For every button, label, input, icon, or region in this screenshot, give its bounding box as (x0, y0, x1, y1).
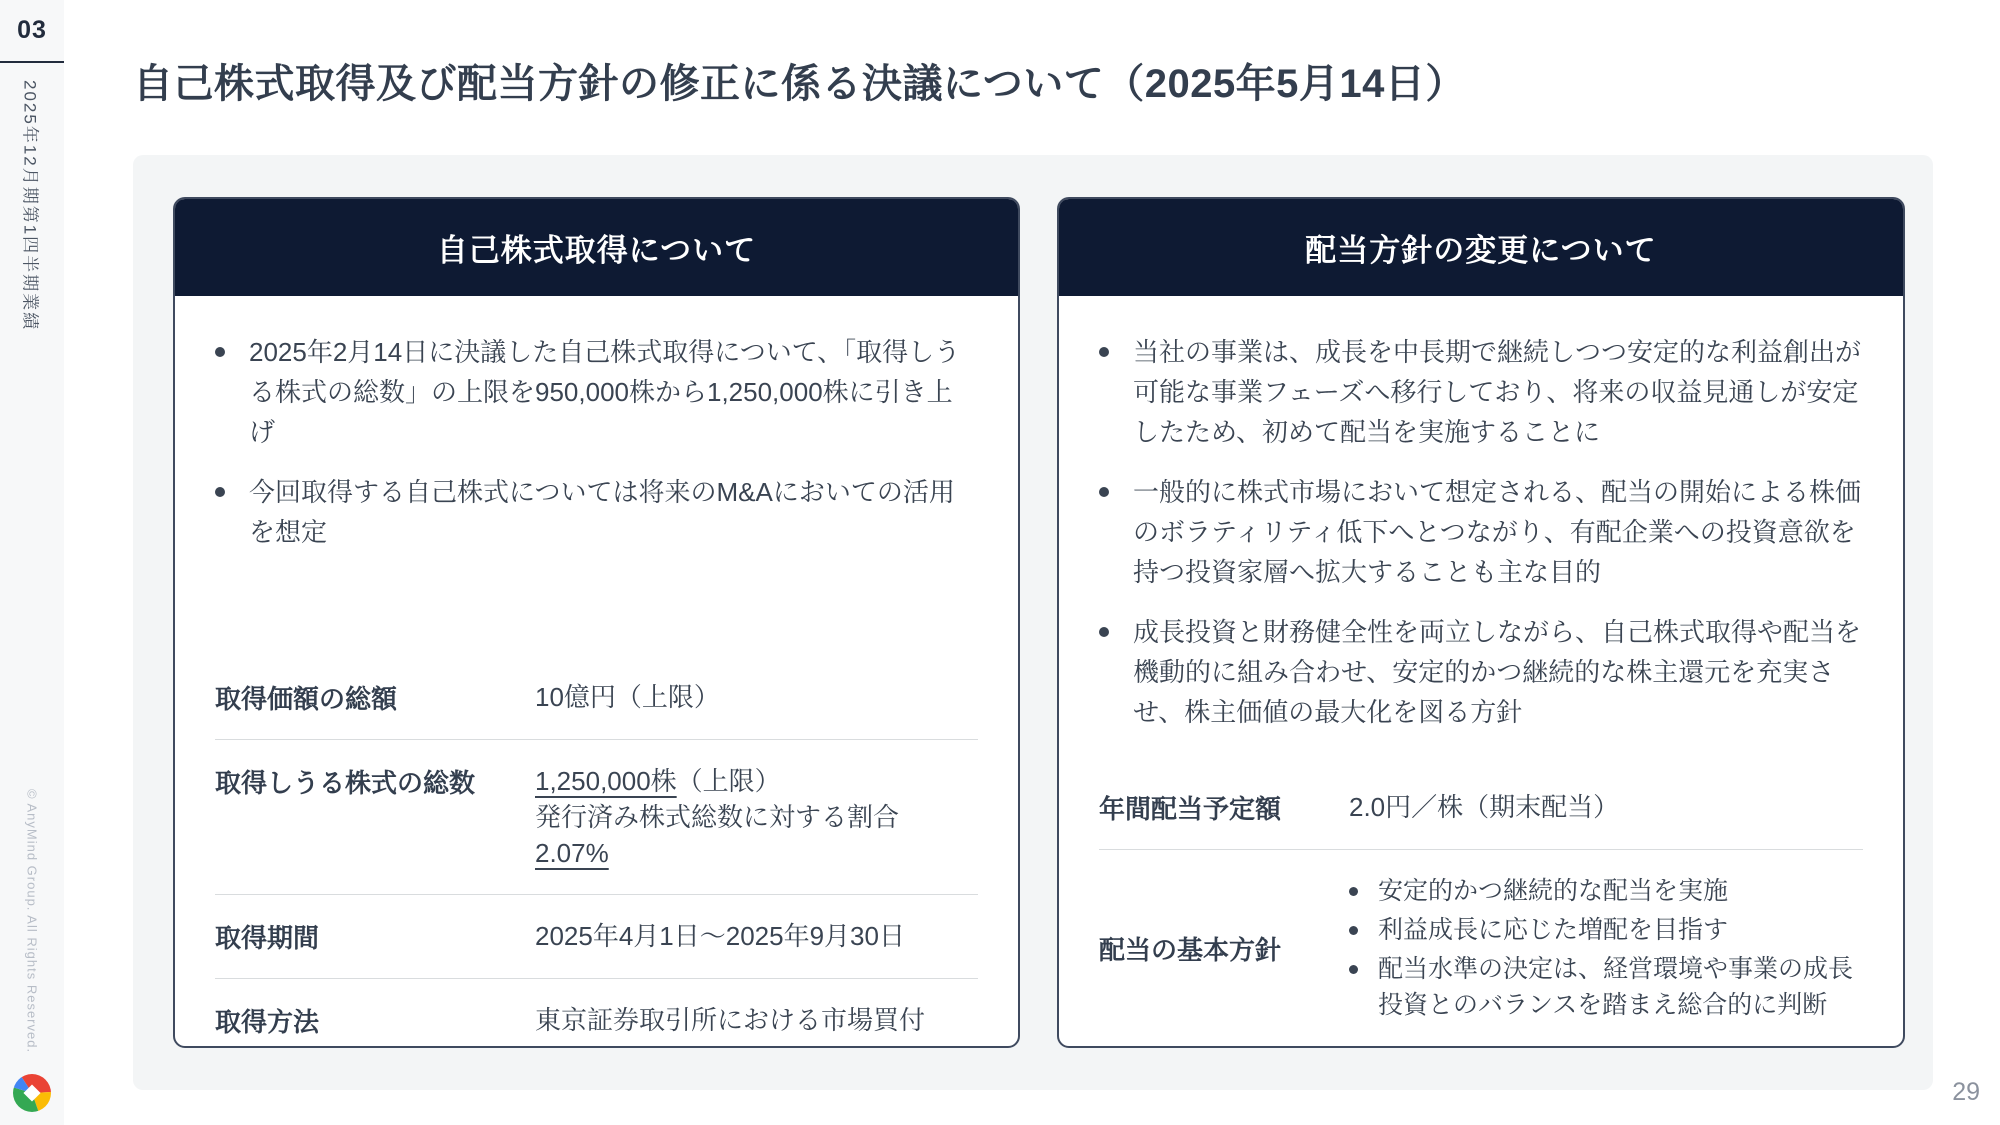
card-dividend-policy (1057, 197, 1905, 1048)
table-row (1099, 766, 1863, 850)
bullet-text: 2025年2月14日に決議した自己株式取得について、「取得しうる株式の総数」の上限を950,000株から1,250,000株に引き上げ (249, 337, 961, 447)
underlined-value: 1,250,000株 (535, 766, 677, 796)
card-dividend-policy-header (1059, 199, 1903, 296)
page-number: 29 (1952, 1078, 1980, 1106)
sidebar (0, 0, 64, 1125)
buyback-table (215, 656, 978, 1048)
row-value: 2.0円／株（期末配当） (1349, 792, 1620, 822)
card-share-buyback-title: 自己株式取得について (436, 233, 757, 268)
row-label: 取得期間 (215, 923, 320, 953)
row-value: 東京証券取引所における市場買付 (535, 1005, 926, 1035)
copyright-text: © AnyMind Group. All Rights Reserved. (24, 788, 40, 1053)
table-row (1099, 850, 1863, 1047)
dividend-bullet-list (1099, 332, 1863, 732)
row-value (535, 763, 978, 871)
row-value: 2025年4月1日～2025年9月30日 (535, 921, 905, 951)
bullet-text: 当社の事業は、成長を中長期で継続しつつ安定的な利益創出が可能な事業フェーズへ移行しており、将来の収益見通しが安定したため、初めて配当を実施することに (1133, 337, 1862, 447)
section-number: 03 (17, 16, 47, 44)
dividend-table (1099, 766, 1863, 1047)
card-share-buyback-header (175, 199, 1018, 296)
bullet-text: 成長投資と財務健全性を両立しながら、自己株式取得や配当を機動的に組み合わせ、安定的かつ継続的な株主還元を充実させ、株主価値の最大化を図る方針 (1133, 617, 1862, 727)
policy-item-text: 配当水準の決定は、経営環境や事業の成長投資とのバランスを踏まえ総合的に判断 (1378, 955, 1854, 1019)
card-share-buyback-body (175, 296, 1018, 1048)
list-item (1099, 332, 1863, 452)
list-item (1099, 472, 1863, 592)
row-value-line2 (535, 799, 978, 871)
anymind-logo-icon (13, 1074, 51, 1112)
row-label: 取得方法 (215, 1007, 320, 1037)
list-item (1349, 951, 1863, 1023)
bullet-dot (1349, 926, 1358, 935)
row-label: 年間配当予定額 (1099, 794, 1282, 824)
row-label: 配当の基本方針 (1099, 934, 1282, 965)
bullet-dot (1099, 347, 1109, 357)
table-row (215, 979, 978, 1048)
list-item (215, 332, 978, 452)
bullet-dot (1099, 487, 1109, 497)
table-row (215, 740, 978, 895)
list-item (1349, 873, 1863, 909)
content-panel (133, 155, 1933, 1090)
card-dividend-policy-body (1059, 296, 1903, 1047)
card-share-buyback (173, 197, 1020, 1048)
sidebar-divider (0, 61, 64, 63)
row-label: 取得価額の総額 (215, 684, 398, 714)
row-value: 10億円（上限） (535, 682, 720, 712)
bullet-text: 一般的に株式市場において想定される、配当の開始による株価のボラティリティ低下へとつながり、有配企業への投資意欲を持つ投資家層へ拡大することも主な目的 (1133, 477, 1862, 587)
table-row (215, 895, 978, 979)
bullet-dot (215, 487, 225, 497)
row-label: 取得しうる株式の総数 (215, 768, 476, 798)
policy-item-list (1349, 873, 1863, 1023)
bullet-dot (1099, 627, 1109, 637)
card-dividend-policy-title: 配当方針の変更について (1305, 233, 1657, 268)
list-item (1099, 612, 1863, 732)
list-item (215, 472, 978, 552)
value-rest: （上限） (676, 766, 781, 796)
bullet-dot (1349, 887, 1358, 896)
list-item (1349, 912, 1863, 948)
buyback-bullet-list (215, 332, 978, 552)
policy-item-text: 安定的かつ継続的な配当を実施 (1378, 877, 1729, 905)
policy-item-text: 利益成長に応じた増配を目指す (1378, 916, 1729, 944)
table-row (215, 656, 978, 740)
bullet-dot (1349, 965, 1358, 974)
underlined-value: 2.07% (535, 838, 609, 868)
row-value-line1 (535, 763, 978, 799)
page-title: 自己株式取得及び配当方針の修正に係る決議について（2025年5月14日） (133, 62, 1466, 106)
value-prefix: 発行済み株式総数に対する割合 (535, 802, 900, 832)
sidebar-section-label: 2025年12月期第1四半期業績 (20, 80, 40, 332)
bullet-dot (215, 347, 225, 357)
bullet-text: 今回取得する自己株式については将来のM&Aにおいての活用を想定 (249, 477, 955, 547)
